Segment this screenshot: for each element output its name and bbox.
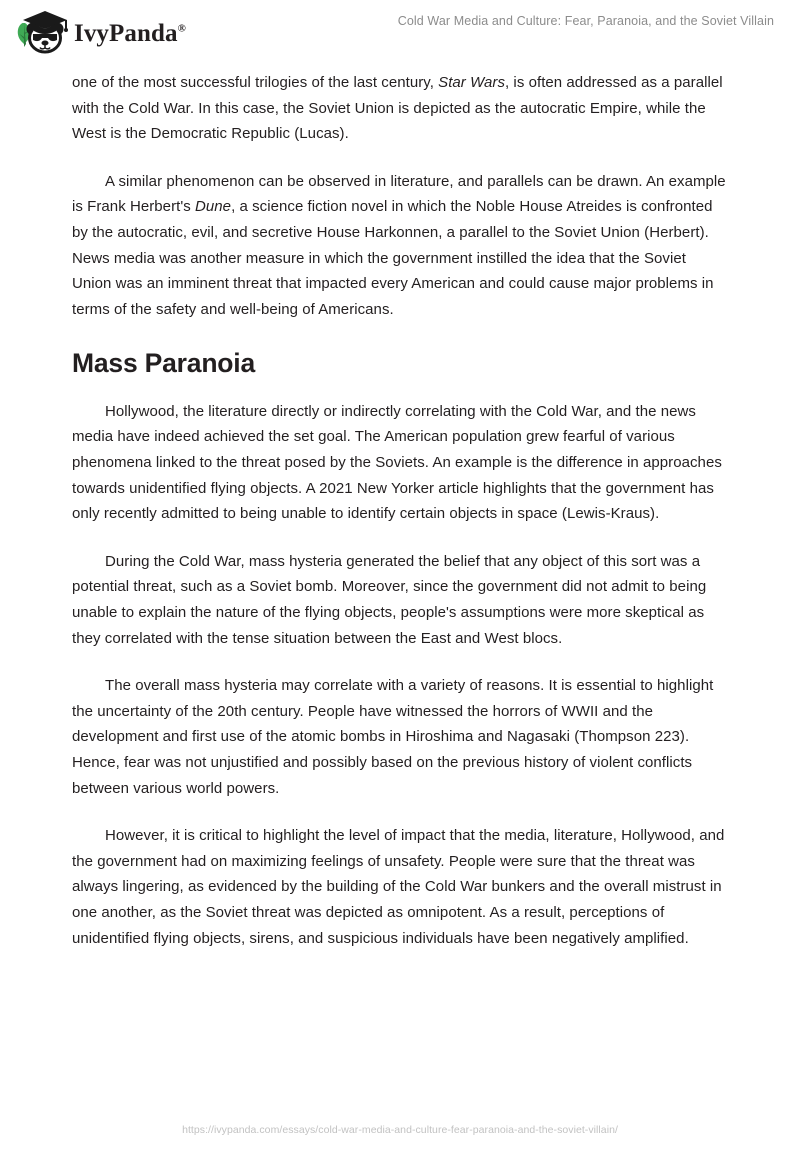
paragraph-mass-hysteria xyxy=(72,549,729,651)
paragraph-text: , a science fiction novel in which the Noble House Atreides is confronted by the autocratic, evil, and secretive House Harkonnen, a parallel to the Soviet Union (Herbert). News media was another measure in which the government instilled the idea that the Soviet Union was an imminent threat that impacted every American and could cause major problems in terms of the safety and well-being of Americans. xyxy=(72,198,714,318)
source-url-link[interactable]: https://ivypanda.com/essays/cold-war-media-and-culture-fear-paranoia-and-the-soviet-villain/ xyxy=(182,1124,618,1136)
document-title: Cold War Media and Culture: Fear, Paranoia, and the Soviet Villain xyxy=(397,14,774,28)
paragraph-uncertainty xyxy=(72,673,729,801)
paragraph-star-wars xyxy=(72,70,729,147)
paragraph-text: one of the most successful trilogies of the last century, xyxy=(72,74,439,91)
brand-logo[interactable] xyxy=(14,9,186,55)
paragraph-text: The overall mass hysteria may correlate with a variety of reasons. It is essential to highlight the uncertainty of the 20th century. People have witnessed the horrors of WWII and the development and first use of the atomic bombs in Hiroshima and Nagasaki (Thompson 223). Hence, fear was not unjustified and possibly based on the previous history of violent conflicts between various world powers. xyxy=(72,677,714,797)
paragraph-text: However, it is critical to highlight the level of impact that the media, literature, Hollywood, and the government had on maximizing feelings of unsafety. People were sure that the threat was always lingering, as evidenced by the building of the Cold War bunkers and the overall mistrust in one another, as the Soviet threat was depicted as omnipotent. As a result, perceptions of unidentified flying objects, sirens, and suspicious individuals have been negatively amplified. xyxy=(72,827,725,947)
brand-wordmark xyxy=(74,21,186,46)
registered-trademark-symbol: ® xyxy=(177,22,186,35)
paragraph-text: Hollywood, the literature directly or indirectly correlating with the Cold War, and the news media have indeed achieved the set goal. The American population grew fearful of various phenomena linked to the threat posed by the Soviets. An example is the difference in approaches towards unidentified flying objects. A 2021 New Yorker article highlights that the government has only recently admitted to being unable to identify certain objects in space (Lewis-Kraus). xyxy=(72,402,722,523)
paragraph-dune xyxy=(72,169,729,323)
panda-graduate-logo-icon xyxy=(14,9,70,55)
page-header xyxy=(0,0,800,66)
paragraph-text: During the Cold War, mass hysteria generated the belief that any object of this sort was a potential threat, such as a Soviet bomb. Moreover, since the government did not admit to being unable to explain the nature of the flying objects, people's assumptions were more skeptical as they correlated with the tense situation between the East and West blocs. xyxy=(72,552,707,647)
brand-name-text: IvyPanda xyxy=(74,19,178,47)
document-body xyxy=(72,70,729,973)
paragraph-impact xyxy=(72,823,729,951)
paragraph-text: A similar phenomenon can be observed in literature, and parallels can be drawn. An example is Frank Herbert's xyxy=(72,172,726,216)
paragraph-text: , is often addressed as a parallel with the Cold War. In this case, the Soviet Union is depicted as the autocratic Empire, while the West is the Democratic Republic (Lucas). xyxy=(72,74,723,143)
paragraph-hollywood xyxy=(72,399,729,527)
page-footer xyxy=(0,1120,800,1138)
italic-title-text: Dune xyxy=(195,198,232,216)
section-heading-mass-paranoia: Mass Paranoia xyxy=(72,348,255,379)
italic-title-text: Star Wars xyxy=(438,74,505,91)
